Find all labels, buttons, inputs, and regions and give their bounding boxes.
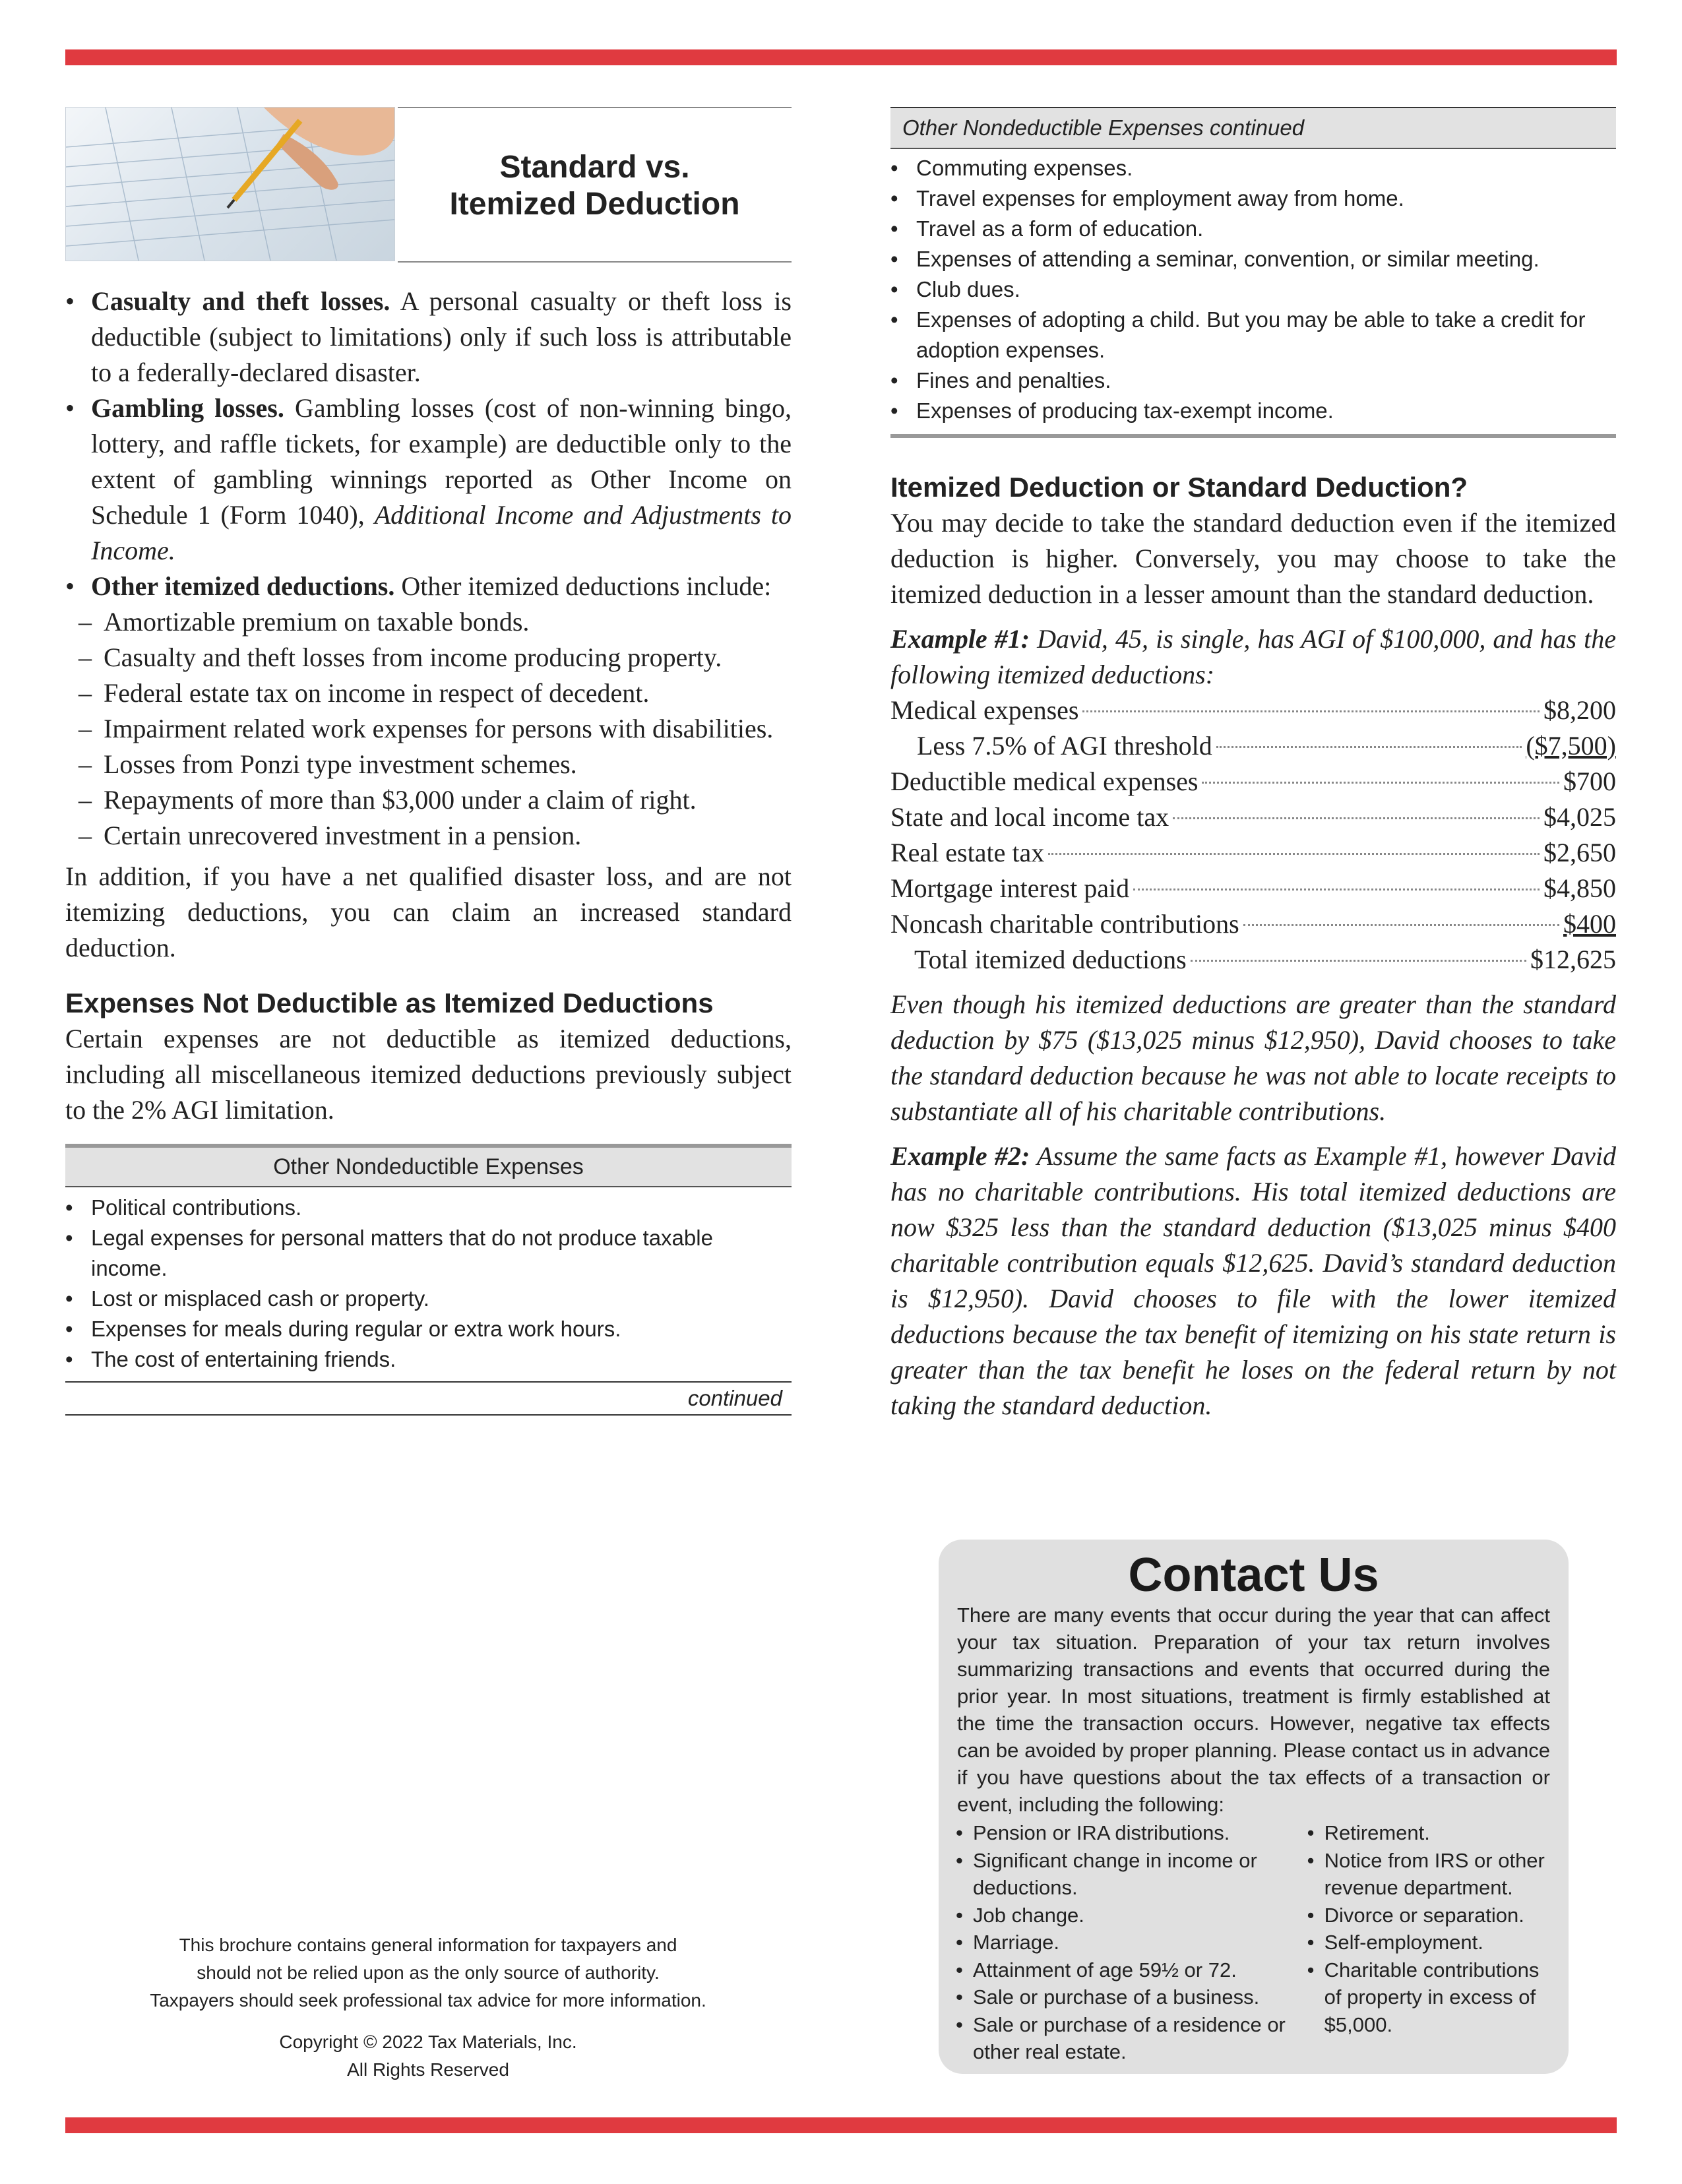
page-title-line2: Itemized Deduction (449, 187, 740, 222)
contact-list-right (1305, 1819, 1554, 2066)
contact-list-left (953, 1819, 1305, 2066)
list-item: • Job change. (953, 1902, 1305, 1929)
deduction-bullet-list (65, 284, 792, 604)
nondeductible-list-continued (890, 153, 1616, 426)
itemized-or-standard-paragraph: You may decide to take the standard deduction even if the itemized deduction is higher. Conversely, you may choose to take the itemized deduction in a lesser amount than the standard deduction. (890, 508, 1616, 609)
list-item: • Notice from IRS or other revenue department. (1305, 1847, 1554, 1902)
copyright (65, 2028, 791, 2084)
list-item: • Sale or purchase of a business. (953, 1983, 1305, 2011)
top-accent-bar (65, 49, 1617, 65)
list-item: • Political contributions. (65, 1193, 792, 1223)
table-row: Medical expenses $8,200 (890, 695, 1616, 725)
contact-us-paragraph: There are many events that occur during the year that can affect your tax situation. Preparation of your tax return involves summarizing transactions and events that occurred during the prior year. In most situations, treatment is firmly established at the time the transaction occurs. However, negative tax effects can be avoided by proper planning. Please contact us in advance if you have questions about the tax effects of a transaction or event, including the following: (957, 1604, 1550, 1816)
not-deductible-paragraph: Certain expenses are not deductible as itemized deductions, including all miscellaneous itemized deductions previously subject to the 2% AGI limitation. (65, 1024, 792, 1125)
list-item: • Charitable contributions of property in excess of $5,000. (1305, 1956, 1554, 2039)
list-item: – Amortizable premium on taxable bonds. (65, 604, 792, 640)
list-item: • Expenses for meals during regular or extra work hours. (65, 1314, 792, 1344)
section-heading-itemized-or-standard: Itemized Deduction or Standard Deduction? (890, 472, 1468, 503)
right-column (890, 107, 1616, 1423)
rights-line: All Rights Reserved (347, 2059, 509, 2080)
box-title: Other Nondeductible Expenses (65, 1144, 792, 1186)
table-row: Noncash charitable contributions $400 (890, 909, 1616, 939)
other-deductions-list (65, 604, 792, 854)
list-item: • Expenses of producing tax-exempt income. (890, 396, 1616, 426)
list-item: • Fines and penalties. (890, 365, 1616, 396)
table-row: Mortgage interest paid $4,850 (890, 873, 1616, 903)
example1-conclusion: Even though his itemized deductions are greater than the standard deduction by $75 ($13,025 minus $12,950), David chooses to take the standard deduction because he was not able to locate receipts to substantiate all of his charitable contributions. (890, 989, 1616, 1126)
left-column (65, 284, 792, 1416)
section-heading-not-deductible: Expenses Not Deductible as Itemized Deductions (65, 987, 714, 1018)
table-row: Total itemized deductions $12,625 (914, 945, 1616, 974)
list-item: • Retirement. (1305, 1819, 1554, 1847)
list-item: • Other itemized deductions. Other itemized deductions include: (65, 569, 792, 604)
list-item: • Gambling losses. Gambling losses (cost of non-winning bingo, lottery, and raffle tickets, for example) are deductible only to the extent of gambling winnings reported as Other Income on Schedule 1 (Form 1040), Additional Income and Adjustments to Income. (65, 390, 792, 569)
contact-us-box (939, 1540, 1569, 2074)
list-item: – Certain unrecovered investment in a pension. (65, 818, 792, 854)
list-item: • Travel as a form of education. (890, 214, 1616, 244)
list-item: • Significant change in income or deductions. (953, 1847, 1305, 1902)
contact-us-title: Contact Us (1128, 1549, 1379, 1602)
list-item: • Expenses of adopting a child. But you may be able to take a credit for adoption expenses. (890, 305, 1616, 365)
nondeductible-list (65, 1193, 792, 1375)
page-title-line1: Standard vs. (499, 150, 690, 185)
disclaimer (65, 1931, 791, 2014)
disclaimer-line2: should not be relied upon as the only source of authority. (197, 1962, 660, 1983)
list-item: – Federal estate tax on income in respect of decedent. (65, 675, 792, 711)
contact-event-lists (939, 1819, 1569, 2066)
table-row: Deductible medical expenses $700 (890, 766, 1616, 796)
bottom-accent-bar (65, 2117, 1617, 2133)
list-item: • Self-employment. (1305, 1929, 1554, 1956)
continued-label: continued (687, 1386, 782, 1410)
list-item: • Lost or misplaced cash or property. (65, 1284, 792, 1314)
list-item: • Sale or purchase of a residence or other real estate. (953, 2011, 1305, 2066)
table-row: Less 7.5% of AGI threshold ($7,500) (917, 731, 1616, 761)
list-item: • Marriage. (953, 1929, 1305, 1956)
itemized-deductions-table (890, 693, 1616, 978)
list-item: • Travel expenses for employment away from home. (890, 183, 1616, 214)
disclaimer-line1: This brochure contains general information for taxpayers and (179, 1935, 677, 1955)
list-item: – Losses from Ponzi type investment schemes. (65, 747, 792, 782)
list-item: • Club dues. (890, 274, 1616, 305)
list-item: • Commuting expenses. (890, 153, 1616, 183)
list-item: – Casualty and theft losses from income producing property. (65, 640, 792, 675)
list-item: • Casualty and theft losses. A personal casualty or theft loss is deductible (subject to limitations) only if such loss is attributable to a federally-declared disaster. (65, 284, 792, 390)
tax-form-photo (65, 107, 395, 261)
header-title-box (398, 107, 792, 263)
list-item: • Legal expenses for personal matters that do not produce taxable income. (65, 1223, 792, 1284)
list-item: • Expenses of attending a seminar, convention, or similar meeting. (890, 244, 1616, 274)
list-item: – Impairment related work expenses for persons with disabilities. (65, 711, 792, 747)
example2-paragraph: Example #2: Assume the same facts as Example #1, however David has no charitable contributions. His total itemized deductions are now $325 less than the standard deduction ($13,025 minus $400 charitable contribution equals $12,625. David’s standard deduction is $12,950). David chooses to file with the lower itemized deductions because the tax benefit of itemizing on his state return is greater than the tax benefit he loses on the federal return by not taking the standard deduction. (890, 1141, 1616, 1420)
disaster-loss-paragraph: In addition, if you have a net qualified disaster loss, and are not itemizing deductions, you can claim an increased standard deduction. (65, 861, 792, 962)
list-item: – Repayments of more than $3,000 under a claim of right. (65, 782, 792, 818)
table-row: Real estate tax $2,650 (890, 838, 1616, 867)
disclaimer-line3: Taxpayers should seek professional tax advice for more information. (150, 1990, 706, 2011)
list-item: • Attainment of age 59½ or 72. (953, 1956, 1305, 1984)
example1-intro: Example #1: David, 45, is single, has AGI of $100,000, and has the following itemized deductions: (890, 624, 1617, 689)
box-title-continued: Other Nondeductible Expenses continued (890, 108, 1616, 149)
list-item: • Divorce or separation. (1305, 1902, 1554, 1929)
list-item: • The cost of entertaining friends. (65, 1344, 792, 1375)
page-title (398, 149, 792, 223)
list-item: • Pension or IRA distributions. (953, 1819, 1305, 1847)
table-row: State and local income tax $4,025 (890, 802, 1616, 832)
copyright-line: Copyright © 2022 Tax Materials, Inc. (279, 2032, 577, 2052)
nondeductible-box (65, 1144, 792, 1416)
